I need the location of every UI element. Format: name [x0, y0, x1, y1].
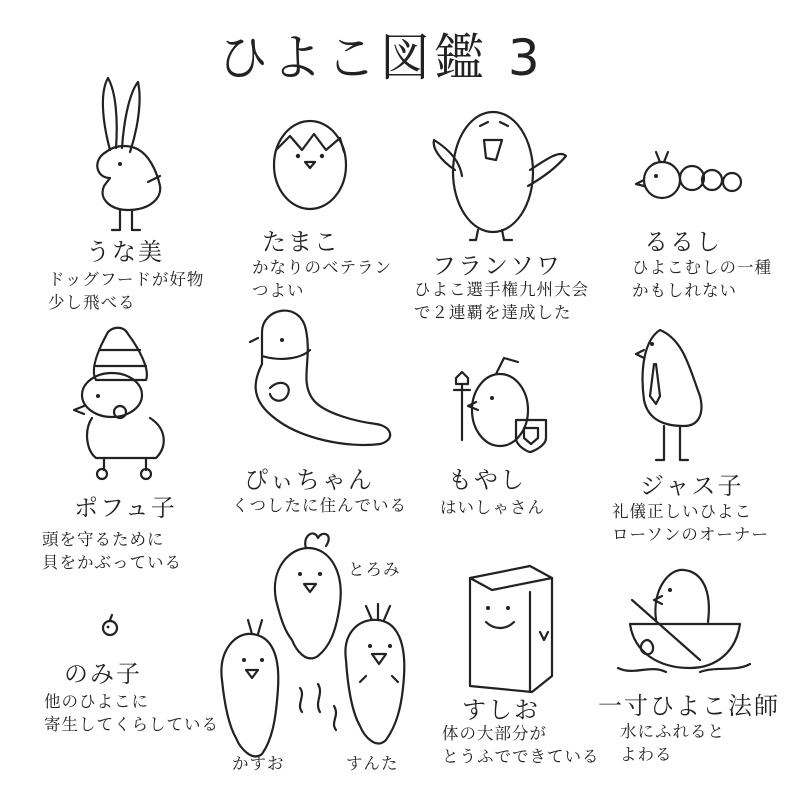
description-line: ひよこ選手権九州大会: [414, 280, 589, 299]
entry-description: [632, 256, 772, 302]
sock-chick-icon: [250, 311, 390, 445]
entry-description: [252, 256, 392, 302]
description-line: かもしれない: [632, 281, 737, 300]
description-line: とうふでできている: [442, 747, 600, 766]
entry-name: すしお: [462, 696, 540, 724]
entry-description: [612, 500, 769, 546]
ghost-label-sunta: すんた: [346, 754, 399, 773]
entry-name: ポフュ子: [74, 494, 177, 522]
description-line: つよい: [252, 281, 305, 300]
entry-name: ジャス子: [640, 472, 744, 500]
entry-name: 一寸ひよこ法師: [598, 692, 780, 720]
description-line: ローソンのオーナー: [612, 525, 769, 544]
ghost-label-toromi: とろみ: [348, 560, 401, 579]
description-line: かなりのベテラン: [252, 258, 392, 277]
entry-description: [44, 690, 219, 736]
entry-description: [620, 720, 725, 766]
entry-description: [414, 278, 589, 324]
description-line: くつしたに住んでいる: [232, 496, 407, 515]
entry-name: うな美: [86, 238, 164, 266]
tie-chick-icon: [636, 330, 701, 460]
entry-name: るるし: [644, 228, 722, 256]
entry-name: フランソワ: [432, 252, 562, 280]
rabbit-chick-icon: [97, 78, 160, 230]
description-line: よわる: [620, 745, 673, 764]
description-line: 体の大部分が: [442, 724, 547, 743]
entry-description: [42, 528, 182, 574]
francois-chick-icon: [434, 112, 566, 240]
tofu-block-icon: [470, 566, 552, 692]
entry-description: [232, 494, 407, 517]
entry-description: [440, 496, 545, 519]
description-line: ひよこむしの一種: [632, 258, 772, 277]
page-title: ひよこ図鑑 3: [218, 29, 544, 87]
ghost-label-kasuo: かすお: [232, 754, 285, 773]
entry-name: もやし: [448, 466, 526, 494]
description-line: 頭を守るために: [42, 530, 165, 549]
shell-chick-icon: [74, 328, 164, 479]
flea-chick-icon: [103, 615, 117, 635]
description-line: 水にふれると: [620, 722, 725, 741]
description-line: で２連覇を達成した: [414, 303, 572, 322]
entry-description: [442, 722, 600, 768]
caterpillar-chick-icon: [636, 152, 741, 198]
description-line: 礼儀正しいひよこ: [612, 502, 752, 521]
entry-name: たまこ: [262, 228, 340, 256]
description-line: 貝をかぶっている: [42, 553, 182, 572]
description-line: 他のひよこに: [44, 692, 149, 711]
bowl-chick-icon: [618, 570, 750, 672]
entry-name: ぴぃちゃん: [244, 466, 374, 494]
egg-chick-icon: [274, 121, 346, 209]
description-line: 寄生してくらしている: [44, 715, 219, 734]
dentist-chick-icon: [454, 358, 546, 452]
entry-description: [48, 268, 204, 314]
description-line: 少し飛べる: [48, 293, 136, 312]
description-line: ドッグフードが好物: [48, 270, 205, 289]
entry-name: のみ子: [64, 660, 142, 688]
description-line: はいしゃさん: [440, 498, 545, 517]
